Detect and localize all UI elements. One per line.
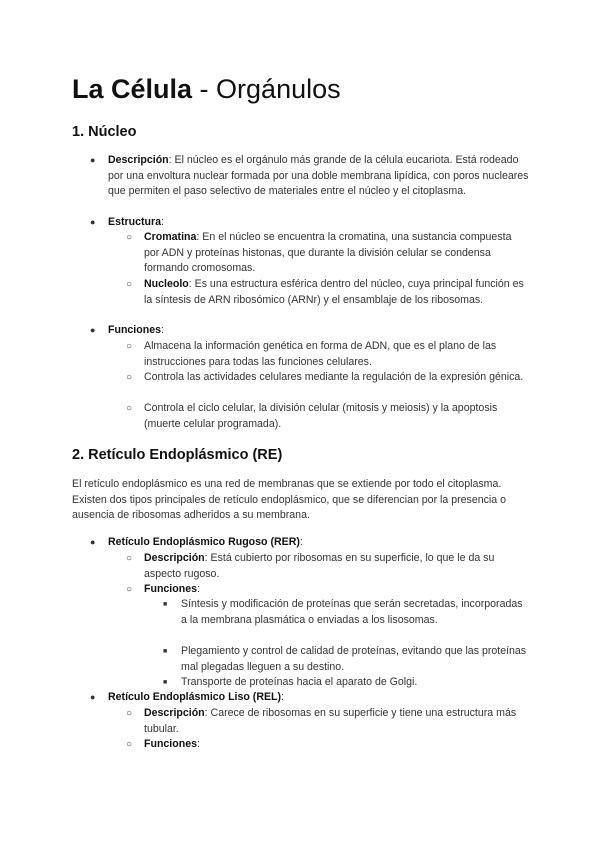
bullet-marker: ○	[126, 403, 133, 414]
item-sep: :	[160, 324, 164, 336]
list-item	[126, 370, 529, 386]
list-item	[126, 582, 529, 598]
list-item	[126, 277, 529, 308]
bullet-marker: ■	[163, 601, 168, 608]
item-sep: :	[281, 691, 284, 703]
item-label: Nucleolo	[144, 278, 189, 290]
item-sep: :	[196, 231, 200, 243]
item-label: Descripción	[144, 552, 205, 564]
bullet-marker: ●	[90, 692, 96, 702]
item-text: Controla el ciclo celular, la división celular (mitosis y meiosis) y la apoptosis (muerte celular programada).	[144, 402, 498, 430]
item-sep: :	[160, 216, 164, 228]
item-text: Es una estructura esférica dentro del núcleo, cuya principal función es la síntesis de ARN ribosómico (ARNr) y el ensamblaje de los ribosomas.	[144, 278, 524, 306]
item-sep: :	[168, 154, 172, 166]
list-item	[126, 706, 529, 737]
list-item	[90, 690, 533, 706]
bullet-marker: ○	[126, 553, 133, 564]
item-label: Funciones	[108, 324, 161, 336]
item-sep: :	[188, 278, 192, 290]
item-sep: :	[299, 536, 303, 548]
list-item	[126, 230, 529, 277]
item-text: Transporte de proteínas hacia el aparato de Golgi.	[181, 676, 418, 688]
list-item	[163, 675, 531, 691]
list-item	[126, 401, 529, 432]
bullet-marker: ○	[126, 279, 133, 290]
item-text: Plegamiento y control de calidad de proteínas, evitando que las proteínas mal plegadas lleguen a su destino.	[181, 645, 527, 673]
bullet-marker: ○	[126, 372, 133, 383]
item-label: Retículo Endoplásmico Liso (REL)	[108, 691, 282, 703]
section-intro: El retículo endoplásmico es una red de membranas que se extiende por todo el citoplasma. Existen dos tipos principales de retículo endoplásmico, que se diferencian por la presencia o ausencia de ribosomas adheridos a su membrana.	[72, 478, 507, 521]
list-item	[126, 737, 529, 753]
item-sep: :	[204, 552, 208, 564]
item-text: Almacena la información genética en forma de ADN, que es el plano de las instrucciones para todas las funciones celulares.	[144, 340, 497, 368]
list-item	[90, 153, 533, 200]
list-item	[90, 215, 533, 231]
bullet-marker: ●	[90, 537, 96, 547]
bullet-marker: ●	[90, 325, 96, 335]
item-label: Descripción	[108, 154, 169, 166]
page-title-subtitle: - Orgánulos	[192, 74, 341, 104]
bullet-marker: ○	[126, 708, 133, 719]
bullet-marker: ■	[163, 648, 168, 655]
bullet-marker: ●	[90, 217, 96, 227]
list-item	[126, 551, 529, 582]
list-item	[163, 597, 531, 628]
list-item	[163, 644, 531, 675]
section-heading-re: 2. Retículo Endoplásmico (RE)	[72, 447, 283, 463]
item-label: Estructura	[108, 216, 161, 228]
item-text: El núcleo es el orgánulo más grande de la célula eucariota. Está rodeado por una envoltura nuclear formada por una doble membrana lipídica, con poros nucleares que permiten el paso selectivo de materiales entre el núcleo y el citoplasma.	[108, 154, 529, 197]
item-label: Cromatina	[144, 231, 197, 243]
item-label: Funciones	[144, 738, 197, 750]
item-sep: :	[196, 738, 200, 750]
bullet-marker: ○	[126, 584, 133, 595]
item-label: Funciones	[144, 583, 197, 595]
item-label: Retículo Endoplásmico Rugoso (RER)	[108, 536, 300, 548]
list-item	[90, 323, 533, 339]
bullet-marker: ○	[126, 739, 133, 750]
bullet-marker: ○	[126, 232, 133, 243]
item-sep: :	[204, 707, 208, 719]
item-sep: :	[196, 583, 200, 595]
page-title-main: La Célula	[72, 74, 193, 104]
bullet-marker: ●	[90, 155, 96, 165]
item-text: En el núcleo se encuentra la cromatina, una sustancia compuesta por ADN y proteínas histonas, que durante la división celular se condensa formando cromosomas.	[144, 231, 512, 274]
item-label: Descripción	[144, 707, 205, 719]
bullet-marker: ○	[126, 341, 133, 352]
item-text: Controla las actividades celulares mediante la regulación de la expresión génica.	[144, 371, 524, 383]
item-text: Está cubierto por ribosomas en su superficie, lo que le da su aspecto rugoso.	[144, 552, 495, 580]
page-title	[72, 72, 341, 106]
bullet-marker: ■	[163, 679, 168, 686]
item-text: Síntesis y modificación de proteínas que serán secretadas, incorporadas a la membrana plasmática o enviadas a los lisosomas.	[181, 598, 523, 626]
section-heading-nucleo: 1. Núcleo	[72, 124, 137, 140]
list-item	[126, 339, 529, 370]
item-text: Carece de ribosomas en su superficie y tiene una estructura más tubular.	[144, 707, 517, 735]
list-item	[90, 535, 533, 551]
